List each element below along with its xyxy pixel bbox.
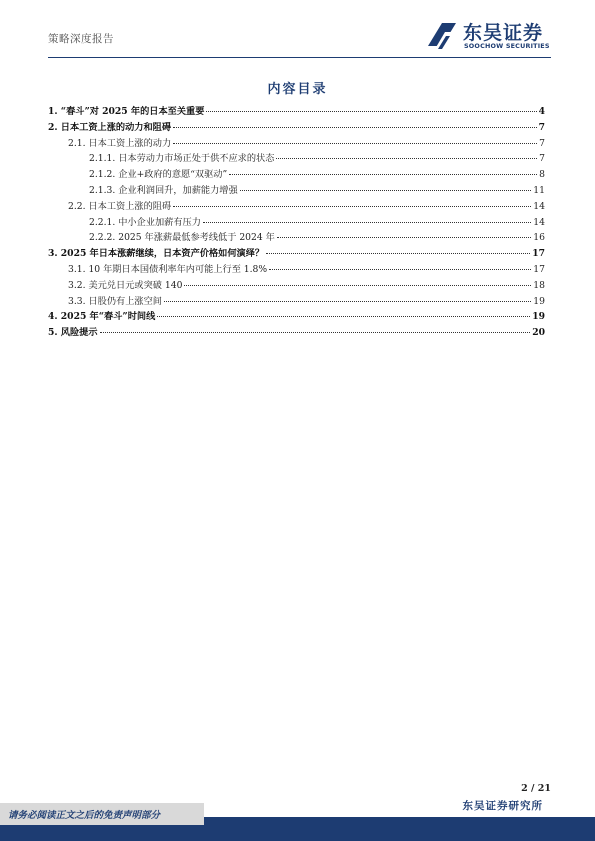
toc-leader-dots [157, 316, 530, 317]
toc-leader-dots [269, 269, 531, 270]
toc-entry[interactable] [48, 198, 545, 214]
logo-chinese-name: 东吴证券 [463, 22, 544, 44]
header-divider [48, 57, 551, 58]
report-type-label: 策略深度报告 [48, 33, 114, 45]
table-of-contents [48, 103, 545, 340]
toc-entry-page: 16 [533, 232, 545, 244]
toc-entry-title: 2. 日本工资上涨的动力和阻碍 [48, 121, 172, 133]
toc-entry[interactable] [48, 229, 545, 245]
toc-leader-dots [100, 332, 531, 333]
toc-entry[interactable] [48, 135, 545, 151]
toc-entry-page: 7 [538, 121, 545, 133]
footer-firm-name: 东吴证券研究所 [462, 800, 543, 812]
toc-entry-title: 1. “春斗”对 2025 年的日本至关重要 [48, 106, 205, 117]
toc-entry[interactable] [48, 308, 545, 324]
toc-leader-dots [206, 111, 536, 112]
toc-entry-page: 19 [533, 295, 545, 307]
toc-entry[interactable] [48, 182, 545, 198]
toc-entry-page: 11 [533, 184, 545, 196]
toc-entry-title: 3.3. 日股仍有上涨空间 [68, 295, 162, 307]
page-indicator: 2 / 21 [521, 783, 551, 794]
toc-entry-page: 17 [533, 263, 545, 275]
toc-leader-dots [173, 206, 531, 207]
toc-leader-dots [173, 127, 537, 128]
toc-entry[interactable] [48, 261, 545, 277]
toc-entry-title: 4. 2025 年“春斗”时间线 [48, 311, 156, 323]
toc-entry-page: 8 [539, 169, 545, 181]
toc-entry[interactable] [48, 119, 545, 135]
toc-entry-page: 4 [538, 106, 545, 117]
toc-entry-title: 2.1.3. 企业利润回升，加薪能力增强 [89, 184, 238, 196]
toc-leader-dots [184, 285, 531, 286]
toc-entry-title: 2.2. 日本工资上涨的阻碍 [68, 200, 172, 212]
toc-leader-dots [203, 222, 531, 223]
toc-title: 内容目录 [267, 82, 328, 97]
toc-entry-page: 14 [533, 216, 545, 228]
toc-entry[interactable] [48, 245, 545, 261]
toc-entry-title: 3.2. 美元兑日元或突破 140 [68, 279, 183, 291]
toc-entry-title: 2.1.2. 企业+政府的意愿“双驱动” [89, 169, 228, 181]
toc-entry-page: 19 [532, 311, 545, 323]
toc-entry-page: 20 [532, 327, 545, 339]
toc-entry[interactable] [48, 277, 545, 293]
toc-entry[interactable] [48, 150, 545, 166]
toc-leader-dots [266, 253, 530, 254]
toc-leader-dots [277, 237, 531, 238]
toc-entry-title: 3. 2025 年日本涨薪继续，日本资产价格如何演绎？ [48, 248, 265, 260]
toc-leader-dots [240, 190, 532, 191]
toc-entry[interactable] [48, 324, 545, 340]
soochow-logo-icon [425, 20, 459, 52]
toc-entry-page: 7 [539, 137, 545, 149]
toc-entry-title: 2.2.1. 中小企业加薪有压力 [89, 216, 201, 228]
toc-entry-title: 2.1. 日本工资上涨的动力 [68, 137, 172, 149]
toc-entry-title: 3.1. 10 年期日本国债利率年内可能上行至 1.8% [68, 263, 268, 275]
toc-entry-page: 18 [533, 279, 545, 291]
toc-entry-title: 2.1.1. 日本劳动力市场正处于供不应求的状态 [89, 153, 275, 165]
toc-entry[interactable] [48, 103, 545, 119]
toc-entry-page: 7 [539, 153, 545, 165]
toc-entry-title: 2.2.2. 2025 年涨薪最低参考线低于 2024 年 [89, 232, 275, 244]
toc-entry[interactable] [48, 214, 545, 230]
disclaimer-text: 请务必阅读正文之后的免责声明部分 [8, 810, 161, 821]
toc-entry[interactable] [48, 293, 545, 309]
company-logo [425, 18, 555, 54]
toc-leader-dots [229, 174, 537, 175]
logo-english-name: SOOCHOW SECURITIES [464, 42, 550, 50]
toc-leader-dots [164, 301, 531, 302]
toc-entry-title: 5. 风险提示 [48, 327, 98, 339]
toc-leader-dots [276, 158, 537, 159]
toc-leader-dots [173, 143, 537, 144]
toc-entry-page: 14 [533, 200, 545, 212]
toc-entry-page: 17 [532, 248, 545, 260]
toc-entry[interactable] [48, 166, 545, 182]
